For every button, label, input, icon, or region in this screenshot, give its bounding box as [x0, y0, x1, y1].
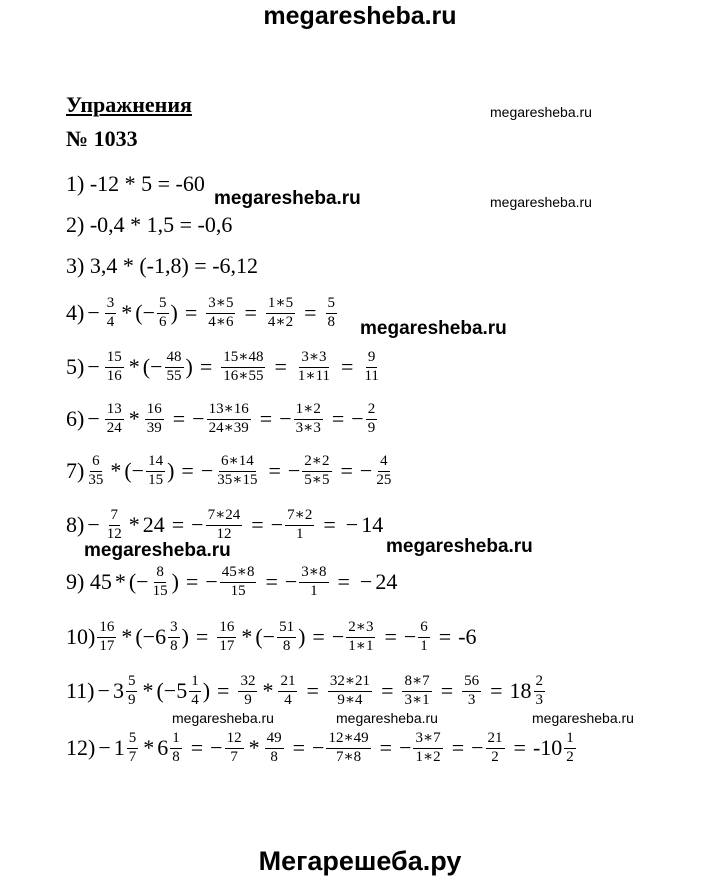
fraction: $\frac{13∗16}{24∗39}$ — [208, 400, 249, 436]
fraction: $\frac{7∗24}{12}$ — [207, 506, 241, 542]
watermark-bottom: Мегарешеба.ру — [258, 846, 462, 876]
problem-5: 5) − $\frac{15}{16}$ * ( − $\frac{48}{55}$ ) = $\frac{15∗48}{16∗55}$ = $\frac{3∗3}{1∗11}$ = $\frac{9}{11}$ — [66, 348, 379, 384]
fraction: $\frac{12}{7}$ — [226, 729, 242, 765]
fraction: $\frac{1}{8}$ — [172, 729, 180, 765]
fraction: $\frac{1}{2}$ — [566, 729, 574, 765]
fraction: $\frac{2∗3}{1∗1}$ — [348, 618, 374, 654]
fraction: $\frac{5}{7}$ — [128, 729, 137, 765]
section-title: Упражнения — [66, 92, 192, 117]
problem-text: 3) 3,4 * (-1,8) = -6,12 — [66, 253, 259, 278]
fraction: $\frac{5}{8}$ — [327, 294, 335, 330]
fraction: $\frac{45∗8}{15}$ — [221, 563, 255, 599]
fraction: $\frac{15∗48}{16∗55}$ — [223, 348, 264, 384]
watermark-bold: megaresheba.ru — [84, 540, 231, 561]
fraction: $\frac{49}{8}$ — [266, 729, 282, 765]
fraction: $\frac{16}{17}$ — [99, 618, 115, 654]
fraction: $\frac{6}{1}$ — [420, 618, 428, 654]
fraction: $\frac{32}{9}$ — [240, 672, 256, 708]
times-sign: * — [121, 300, 133, 325]
fraction: $\frac{13}{24}$ — [106, 400, 122, 436]
problem-label: 6) — [66, 406, 85, 431]
fraction: $\frac{3∗5}{4∗6}$ — [208, 294, 234, 330]
watermark-small: megaresheba.ru — [490, 194, 592, 210]
fraction: $\frac{1}{4}$ — [191, 672, 199, 708]
fraction: $\frac{4}{25}$ — [376, 452, 392, 488]
fraction: $\frac{7∗2}{1}$ — [287, 506, 313, 542]
fraction: $\frac{48}{55}$ — [166, 348, 182, 384]
watermark-bold: megaresheba.ru — [386, 536, 533, 557]
fraction: $\frac{3}{4}$ — [106, 294, 115, 330]
problem-4: 4) − $\frac{3}{4}$ * ( − $\frac{5}{6}$ ) = $\frac{3∗5}{4∗6}$ = $\frac{1∗5}{4∗2}$ = $\frac{5}{8}$ — [66, 294, 335, 330]
problem-label: 9) 45 — [66, 569, 112, 594]
fraction: $\frac{2∗2}{5∗5}$ — [304, 452, 330, 488]
fraction: $\frac{12∗49}{7∗8}$ — [328, 729, 369, 765]
fraction: $\frac{3∗8}{1}$ — [301, 563, 327, 599]
problem-label: 11) — [66, 678, 95, 703]
watermark-small: megaresheba.ru — [172, 710, 274, 726]
problem-9: 9) 45 * ( − $\frac{8}{15}$ ) = − $\frac{45∗8}{15}$ = − $\frac{3∗8}{1}$ = − 24 — [66, 563, 398, 599]
problem-label: 12) — [66, 735, 96, 760]
watermark-bold: megaresheba.ru — [360, 318, 507, 339]
fraction: $\frac{21}{4}$ — [280, 672, 296, 708]
watermark-top: megaresheba.ru — [263, 2, 457, 30]
problem-text: 1) -12 * 5 = -60 — [66, 171, 205, 196]
fraction: $\frac{16}{17}$ — [219, 618, 235, 654]
fraction: $\frac{3∗7}{1∗2}$ — [415, 729, 441, 765]
fraction: $\frac{14}{15}$ — [148, 452, 164, 488]
problem-10: 10) $\frac{16}{17}$ * ( − 6 $\frac{3}{8}$ ) = $\frac{16}{17}$ * ( − $\frac{51}{8}$ ) = − $\frac{2∗3}{1∗1}$ = − $\frac{6}{1}$ = -6 — [66, 618, 477, 654]
fraction: $\frac{15}{16}$ — [106, 348, 122, 384]
problem-text: 2) -0,4 * 1,5 = -0,6 — [66, 212, 233, 237]
fraction: $\frac{8}{15}$ — [152, 563, 168, 599]
watermark-small: megaresheba.ru — [490, 104, 592, 120]
watermark-bold: megaresheba.ru — [214, 188, 361, 209]
problem-label: 10) — [66, 624, 96, 649]
fraction: $\frac{16}{39}$ — [146, 400, 162, 436]
fraction: $\frac{1∗2}{3∗3}$ — [295, 400, 321, 436]
problem-label: 5) — [66, 354, 85, 379]
equals-sign: = — [184, 300, 198, 325]
problem-11: 11) − 3 $\frac{5}{9}$ * ( − 5 $\frac{1}{4}$ ) = $\frac{32}{9}$ * $\frac{21}{4}$ = $\frac{32∗21}{9∗4}$ = $\frac{8∗7}{3∗1}$ = $\frac{56}{3}$ = 18 $\frac{2}{3}$ — [66, 672, 544, 708]
exercise-number: № 1033 — [66, 126, 138, 151]
fraction: $\frac{21}{2}$ — [487, 729, 503, 765]
problem-3 — [66, 246, 258, 286]
problem-2 — [66, 205, 232, 245]
fraction: $\frac{5}{6}$ — [159, 294, 167, 330]
fraction: $\frac{56}{3}$ — [464, 672, 480, 708]
problem-label: 4) — [66, 300, 85, 325]
problem-label: 7) — [66, 458, 85, 483]
problem-7: 7) $\frac{6}{35}$ * ( − $\frac{14}{15}$ ) = − $\frac{6∗14}{35∗15}$ = − $\frac{2∗2}{5∗5}$ = − $\frac{4}{25}$ — [66, 452, 392, 488]
watermark-small: megaresheba.ru — [532, 710, 634, 726]
problem-1 — [66, 164, 205, 204]
fraction: $\frac{2}{9}$ — [367, 400, 376, 436]
fraction: $\frac{3}{8}$ — [170, 618, 178, 654]
fraction: $\frac{6}{35}$ — [88, 452, 104, 488]
watermark-small: megaresheba.ru — [336, 710, 438, 726]
fraction: $\frac{32∗21}{9∗4}$ — [329, 672, 371, 708]
problem-6: 6) − $\frac{13}{24}$ * $\frac{16}{39}$ = − $\frac{13∗16}{24∗39}$ = − $\frac{1∗2}{3∗3}$ = − $\frac{2}{9}$ — [66, 400, 376, 436]
fraction: $\frac{3∗3}{1∗11}$ — [297, 348, 331, 384]
problem-12: 12) − 1 $\frac{5}{7}$ * 6 $\frac{1}{8}$ = − $\frac{12}{7}$ * $\frac{49}{8}$ = − $\frac{12∗49}{7∗8}$ = − $\frac{3∗7}{1∗2}$ = − $\frac{21}{2}$ = -10 $\frac{1}{2}$ — [66, 729, 574, 765]
fraction: $\frac{5}{9}$ — [127, 672, 136, 708]
fraction: $\frac{2}{3}$ — [535, 672, 544, 708]
minus-sign: − — [87, 300, 100, 325]
fraction: $\frac{51}{8}$ — [279, 618, 295, 654]
fraction: $\frac{7}{12}$ — [106, 506, 122, 542]
fraction: $\frac{6∗14}{35∗15}$ — [217, 452, 258, 488]
fraction: $\frac{1∗5}{4∗2}$ — [267, 294, 294, 330]
fraction: $\frac{8∗7}{3∗1}$ — [404, 672, 430, 708]
problem-8: 8) − $\frac{7}{12}$ * 24 = − $\frac{7∗24}{12}$ = − $\frac{7∗2}{1}$ = − 14 — [66, 506, 384, 542]
fraction: $\frac{9}{11}$ — [364, 348, 379, 384]
problem-label: 8) — [66, 512, 85, 537]
